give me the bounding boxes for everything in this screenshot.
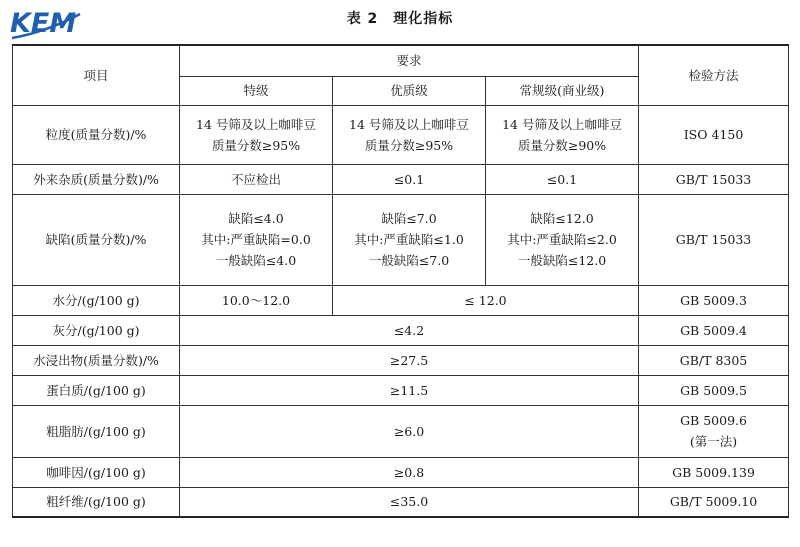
cell-method: GB 5009.4 [639, 315, 789, 345]
header-grade-special: 特级 [180, 76, 333, 105]
table-row-particle [13, 105, 789, 164]
cell-method: GB 5009.139 [639, 457, 789, 487]
cell-premium: ≤0.1 [333, 164, 486, 194]
cell-method: GB/T 15033 [639, 194, 789, 285]
cell-value: ≥11.5 [180, 375, 639, 405]
cell-value: ≥27.5 [180, 345, 639, 375]
row-label: 粒度(质量分数)/% [13, 105, 180, 164]
cell-method: GB 5009.3 [639, 285, 789, 315]
table-row-fat [13, 405, 789, 457]
cell-regular: ≤0.1 [486, 164, 639, 194]
row-label: 水浸出物(质量分数)/% [13, 345, 180, 375]
physicochemical-table [12, 44, 789, 518]
table-title: 表 2 理化指标 [346, 11, 454, 27]
header-method: 检验方法 [639, 45, 789, 105]
logo-text: KEM [10, 8, 77, 39]
cell-special: 不应检出 [180, 164, 333, 194]
cell-premium-regular: ≤ 12.0 [333, 285, 639, 315]
row-label: 缺陷(质量分数)/% [13, 194, 180, 285]
cell-method: GB 5009.5 [639, 375, 789, 405]
row-label: 粗纤维/(g/100 g) [13, 487, 180, 517]
cell-regular: 14 号筛及以上咖啡豆 质量分数≥90% [486, 105, 639, 164]
row-label: 蛋白质/(g/100 g) [13, 375, 180, 405]
table-row-extract [13, 345, 789, 375]
cell-value: ≥6.0 [180, 405, 639, 457]
header-item: 项目 [13, 45, 180, 105]
cell-special: 缺陷≤4.0 其中:严重缺陷=0.0 一般缺陷≤4.0 [180, 194, 333, 285]
cell-method: GB/T 15033 [639, 164, 789, 194]
table-row-protein [13, 375, 789, 405]
row-label: 粗脂肪/(g/100 g) [13, 405, 180, 457]
header-row [13, 45, 789, 76]
row-label: 外来杂质(质量分数)/% [13, 164, 180, 194]
cell-special: 14 号筛及以上咖啡豆 质量分数≥95% [180, 105, 333, 164]
table-row-fiber [13, 487, 789, 517]
table-row-caffeine [13, 457, 789, 487]
row-label: 灰分/(g/100 g) [13, 315, 180, 345]
cell-premium: 14 号筛及以上咖啡豆 质量分数≥95% [333, 105, 486, 164]
cell-value: ≤35.0 [180, 487, 639, 517]
cell-method: GB/T 8305 [639, 345, 789, 375]
cell-method: GB/T 5009.10 [639, 487, 789, 517]
cell-method: ISO 4150 [639, 105, 789, 164]
row-label: 咖啡因/(g/100 g) [13, 457, 180, 487]
header-grade-premium: 优质级 [333, 76, 486, 105]
table-row-ash [13, 315, 789, 345]
table-row-foreign [13, 164, 789, 194]
cell-method: GB 5009.6 (第一法) [639, 405, 789, 457]
cell-special: 10.0～12.0 [180, 285, 333, 315]
header-grade-regular: 常规级(商业级) [486, 76, 639, 105]
cell-regular: 缺陷≤12.0 其中:严重缺陷≤2.0 一般缺陷≤12.0 [486, 194, 639, 285]
table-row-defects [13, 194, 789, 285]
cell-value: ≥0.8 [180, 457, 639, 487]
row-label: 水分/(g/100 g) [13, 285, 180, 315]
header-requirement: 要求 [180, 45, 639, 76]
cell-value: ≤4.2 [180, 315, 639, 345]
table-row-moisture [13, 285, 789, 315]
cell-premium: 缺陷≤7.0 其中:严重缺陷≤1.0 一般缺陷≤7.0 [333, 194, 486, 285]
